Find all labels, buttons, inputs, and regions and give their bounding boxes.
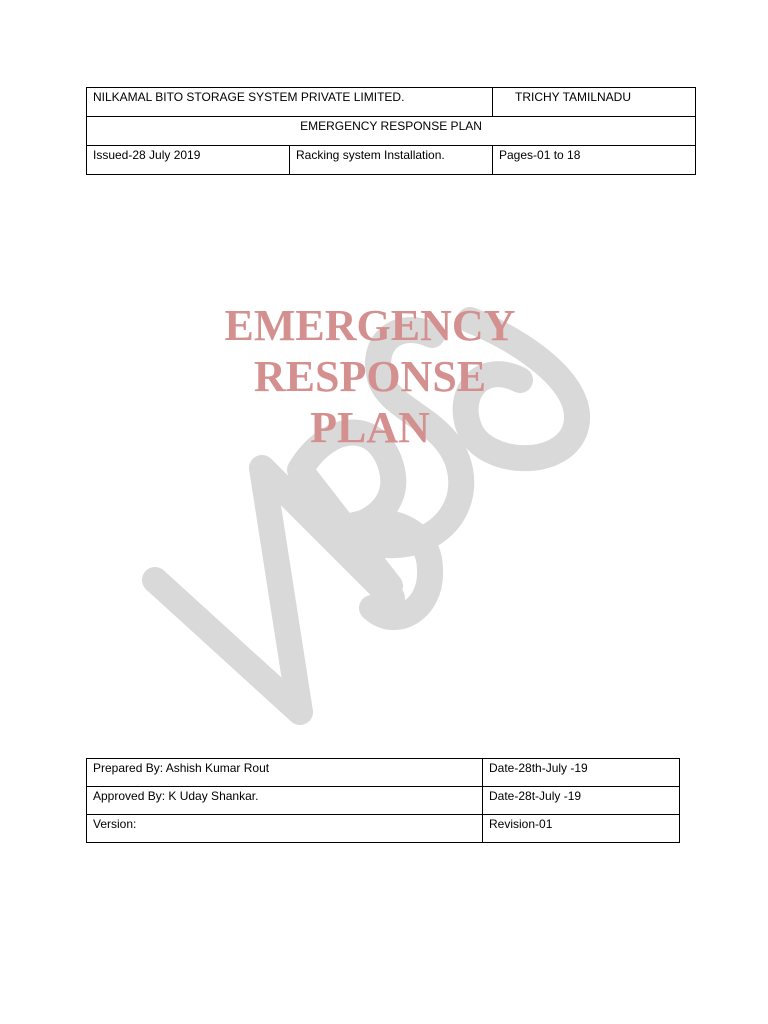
revision-cell: Revision-01 [483, 815, 680, 843]
header-row-company [87, 88, 696, 117]
company-location: TRICHY TAMILNADU [493, 88, 696, 117]
approved-by: Approved By: K Uday Shankar. [87, 787, 483, 815]
header-row-title [87, 117, 696, 146]
version-label: Version: [87, 815, 483, 843]
company-name: NILKAMAL BITO STORAGE SYSTEM PRIVATE LIMITED. [87, 88, 493, 117]
header-table [86, 87, 696, 175]
prepared-date: Date-28th-July -19 [483, 759, 680, 787]
prepared-by: Prepared By: Ashish Kumar Rout [87, 759, 483, 787]
pages-cell: Pages-01 to 18 [493, 146, 696, 175]
scope-cell: Racking system Installation. [290, 146, 493, 175]
approval-row-version [87, 815, 680, 843]
issued-date: Issued-28 July 2019 [87, 146, 290, 175]
approval-row-prepared [87, 759, 680, 787]
approval-table [86, 758, 680, 843]
title-line-1: EMERGENCY [224, 301, 516, 350]
header-row-details [87, 146, 696, 175]
document-title-cell: EMERGENCY RESPONSE PLAN [87, 117, 696, 146]
approved-date: Date-28t-July -19 [483, 787, 680, 815]
page-title [150, 300, 590, 453]
title-line-2: RESPONSE [253, 352, 487, 401]
title-line-3: PLAN [310, 403, 430, 452]
watermark-letter-n [155, 468, 392, 712]
approval-row-approved [87, 787, 680, 815]
